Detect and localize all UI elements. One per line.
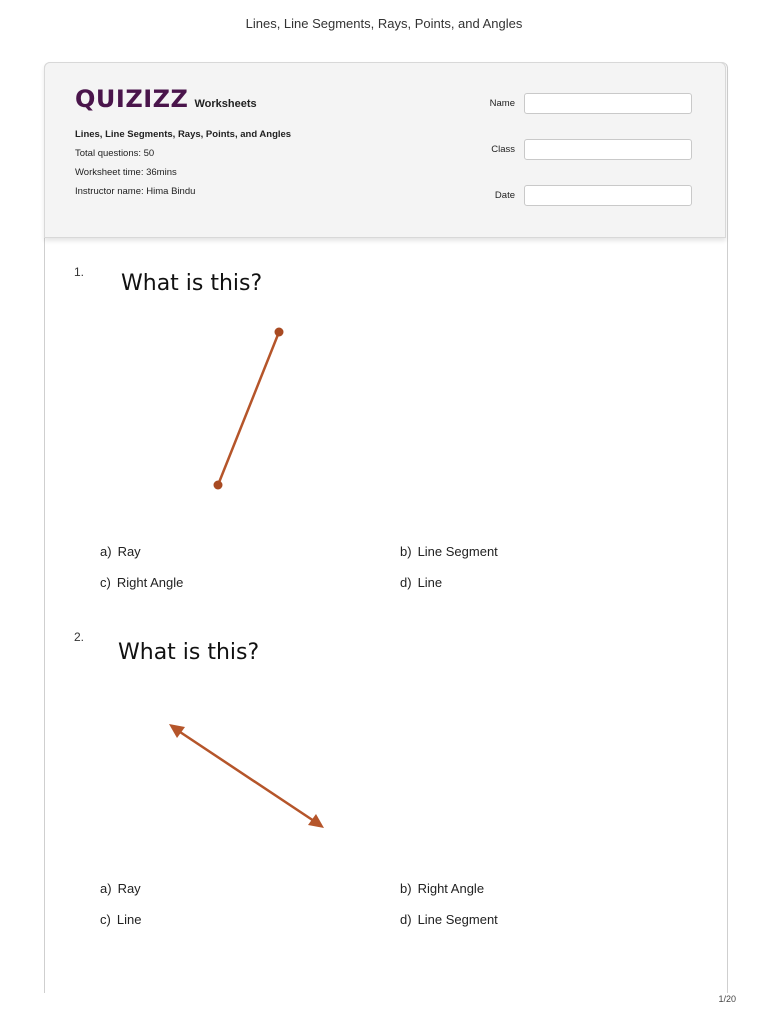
option-letter: c) <box>100 575 111 590</box>
option-a[interactable] <box>100 881 141 896</box>
option-letter: c) <box>100 912 111 927</box>
option-text: Line Segment <box>417 912 498 927</box>
option-b[interactable] <box>400 881 484 896</box>
worksheet-title: Lines, Line Segments, Rays, Points, and Angles <box>75 129 292 140</box>
worksheet-info <box>75 127 305 199</box>
endpoint-dot <box>275 328 284 337</box>
option-letter: d) <box>400 912 412 927</box>
date-input[interactable] <box>524 185 692 206</box>
worksheet-header <box>44 62 726 238</box>
date-field-row <box>465 185 692 206</box>
name-label: Name <box>489 98 515 109</box>
option-letter: a) <box>100 881 112 896</box>
option-b[interactable] <box>400 544 498 559</box>
option-letter: d) <box>400 575 412 590</box>
class-field-row <box>465 139 692 160</box>
arrowhead-left <box>169 724 185 738</box>
logo-subtitle: Worksheets <box>194 98 257 110</box>
page-number: 1/20 <box>718 994 736 1004</box>
line-segment-figure <box>204 323 294 493</box>
question-text: What is this? <box>118 640 260 665</box>
option-letter: b) <box>400 544 412 559</box>
option-text: Right Angle <box>116 575 184 590</box>
arrowhead-right <box>308 814 324 828</box>
option-d[interactable] <box>400 912 498 927</box>
option-letter: a) <box>100 544 112 559</box>
question-text: What is this? <box>121 271 263 296</box>
line-figure <box>164 718 334 838</box>
segment-line <box>218 332 279 485</box>
question-number: 2. <box>74 630 85 644</box>
option-c[interactable] <box>100 575 183 590</box>
class-label: Class <box>491 144 515 155</box>
option-text: Line <box>116 912 142 927</box>
option-a[interactable] <box>100 544 141 559</box>
option-text: Ray <box>117 544 141 559</box>
class-input[interactable] <box>524 139 692 160</box>
name-input[interactable] <box>524 93 692 114</box>
quizizz-logo: QUIZIZZ <box>75 85 189 113</box>
total-questions: Total questions: 50 <box>75 148 155 159</box>
date-label: Date <box>494 190 515 201</box>
document-title: Lines, Line Segments, Rays, Points, and Angles <box>245 16 523 31</box>
option-text: Ray <box>117 881 141 896</box>
question-number: 1. <box>74 265 85 279</box>
name-field-row <box>465 93 692 114</box>
instructor-name: Instructor name: Hima Bindu <box>75 186 196 197</box>
endpoint-dot <box>214 481 223 490</box>
brand <box>75 85 257 113</box>
worksheet-time: Worksheet time: 36mins <box>75 167 177 178</box>
option-text: Line Segment <box>417 544 498 559</box>
line-stroke <box>174 728 320 825</box>
option-d[interactable] <box>400 575 442 590</box>
option-text: Right Angle <box>417 881 485 896</box>
option-c[interactable] <box>100 912 141 927</box>
option-letter: b) <box>400 881 412 896</box>
option-text: Line <box>417 575 443 590</box>
